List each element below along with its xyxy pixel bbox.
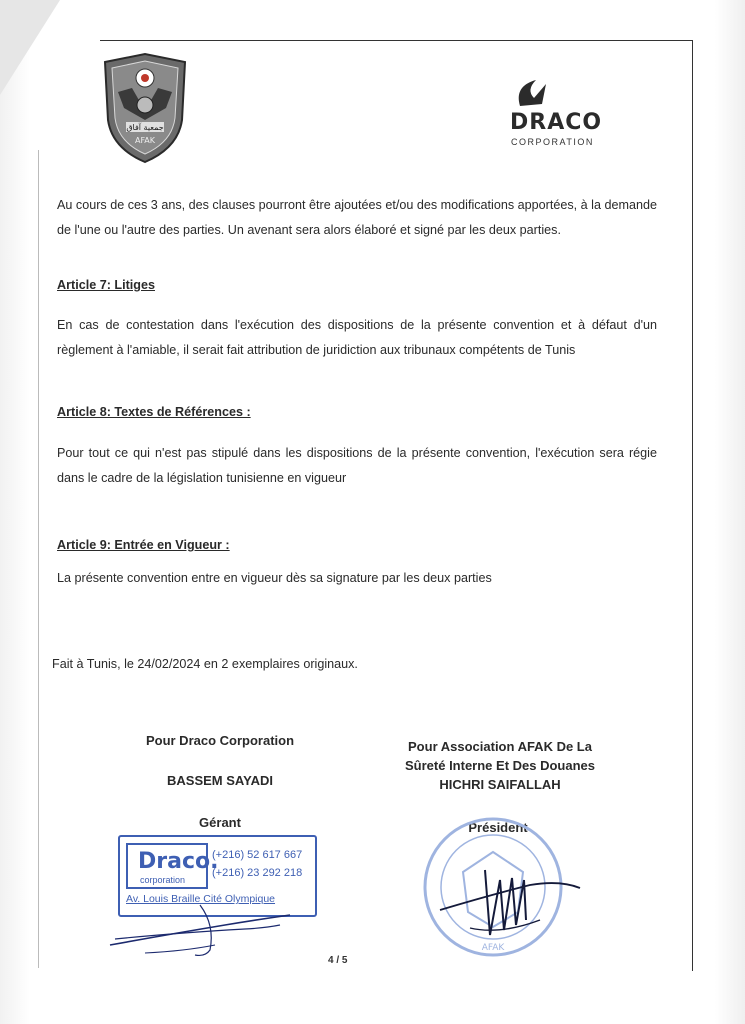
stamp-address: Av. Louis Braille Cité Olympique: [126, 893, 276, 905]
afak-shield-logo-icon: [100, 50, 190, 165]
article-7-heading: Article 7: Litiges: [57, 278, 155, 292]
folded-corner: [0, 0, 60, 95]
page-number: 4 / 5: [328, 955, 348, 966]
article-8-text: Pour tout ce qui n'est pas stipulé dans les dispositions de la présente convention, l'exécution sera régie dans le cadre de la législation tunisienne en vigueur: [57, 446, 657, 485]
left-signatory-title: Gérant: [199, 815, 241, 830]
article-8-heading: Article 8: Textes de Références :: [57, 405, 251, 419]
article-7-text: En cas de contestation dans l'exécution des dispositions de la présente convention et à défaut d'un règlement à l'amiable, il serait fait attribution de juridiction aux tribunaux compétents de Tunis: [57, 318, 657, 357]
place-date-line: Fait à Tunis, le 24/02/2024 en 2 exemplaires originaux.: [52, 657, 358, 671]
left-signatory-name: BASSEM SAYADI: [167, 773, 273, 788]
right-signature-icon: [430, 840, 590, 950]
intro-paragraph: Au cours de ces 3 ans, des clauses pourront être ajoutées et/ou des modifications apportées, à la demande de l'une ou l'autre des parties. Un avenant sera alors élaboré et signé par les deux parties.: [57, 198, 657, 237]
stamp-phone-2: (+216) 23 292 218: [212, 867, 303, 879]
round-stamp-text: AFAK: [481, 943, 505, 953]
right-signatory-for-line1: Pour Association AFAK De La: [408, 739, 592, 754]
afak-arabic-text: جمعية آفاق: [126, 123, 164, 132]
article-9-heading: Article 9: Entrée en Vigueur :: [57, 538, 230, 552]
right-signatory-for-line2: Sûreté Interne Et Des Douanes: [405, 758, 595, 773]
stamp-logo-box: [126, 843, 219, 889]
draco-brand-text: DRACO: [510, 110, 603, 135]
afak-latin-text: AFAK: [134, 136, 156, 145]
stamp-brand-text: Draco.: [138, 849, 219, 874]
left-signatory-for: Pour Draco Corporation: [145, 733, 295, 748]
left-signature-icon: [105, 895, 295, 965]
article-9-text: La présente convention entre en vigueur dès sa signature par les deux parties: [57, 571, 492, 585]
stamp-corp-text: corporation: [140, 875, 186, 885]
right-signatory-title: Président: [468, 820, 528, 835]
stamp-phone-1: (+216) 52 617 667: [212, 849, 303, 861]
margin-rule: [38, 150, 39, 968]
right-signatory-name: HICHRI SAIFALLAH: [439, 777, 561, 792]
draco-sub-text: CORPORATION: [511, 137, 594, 147]
